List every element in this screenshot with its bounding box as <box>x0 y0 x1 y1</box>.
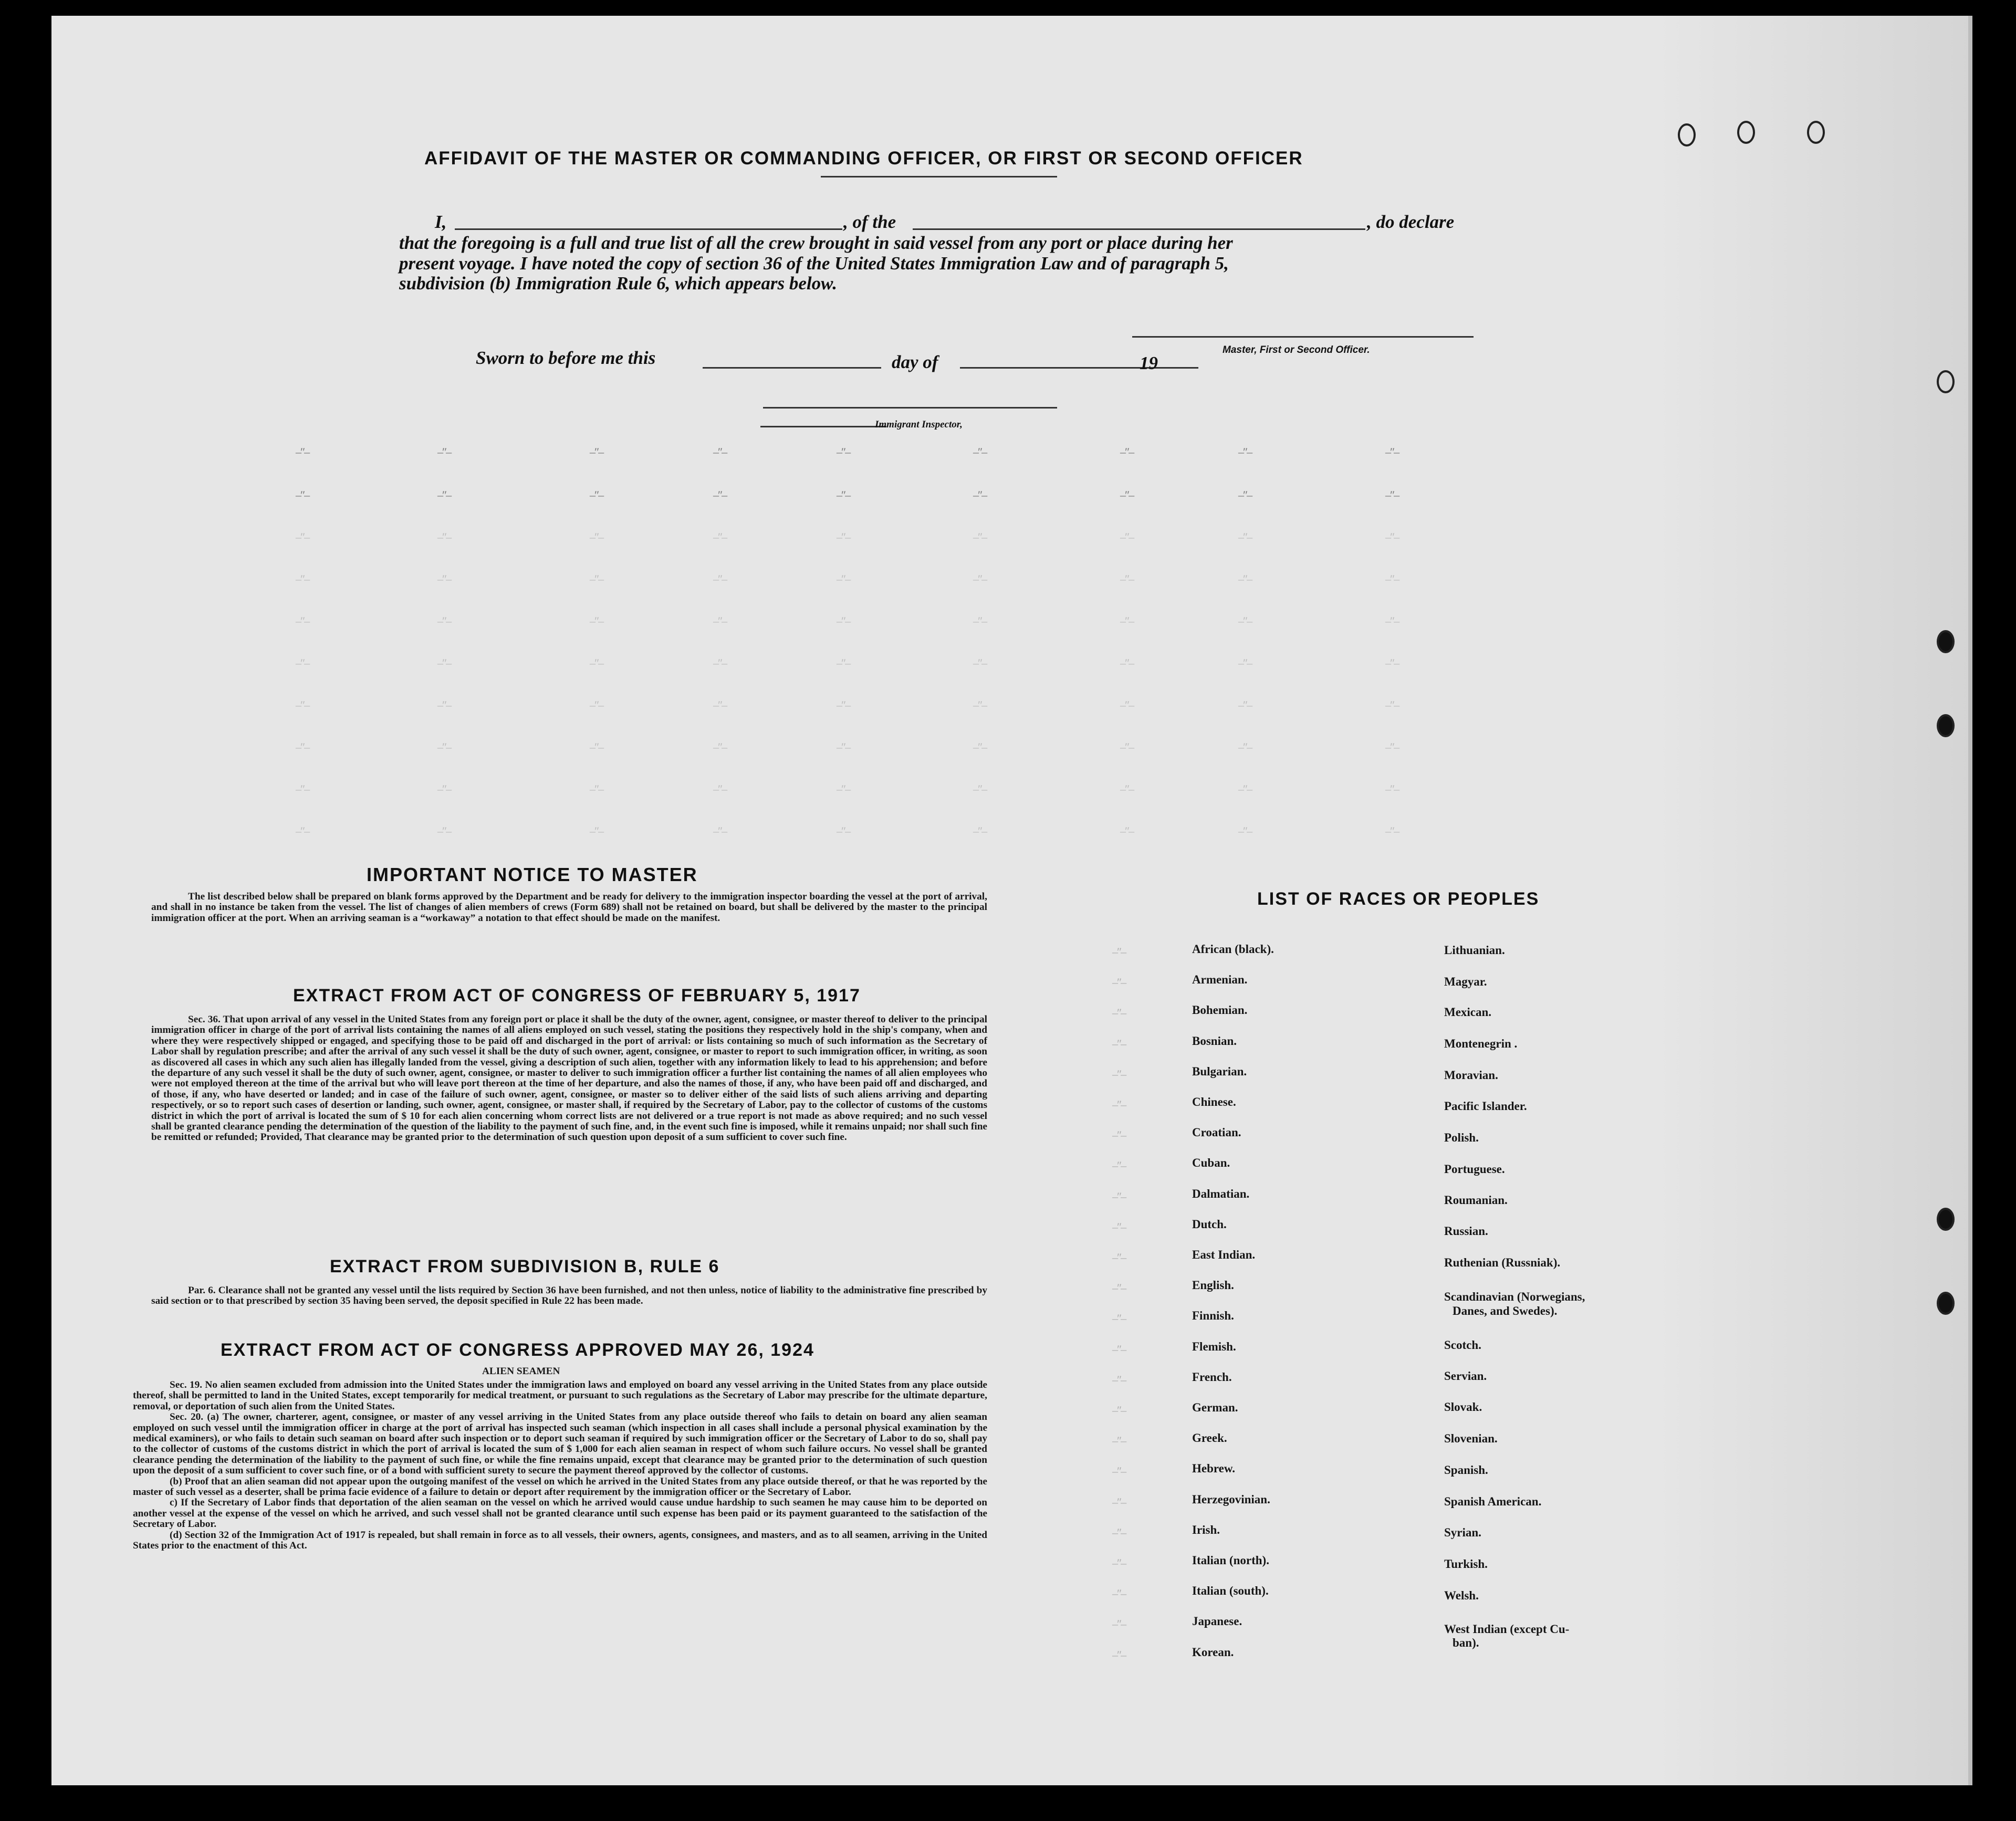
race-item: Korean. <box>1192 1645 1234 1659</box>
race-item: Syrian. <box>1444 1526 1481 1539</box>
ditto-mark: –″– <box>590 740 603 753</box>
race-item: African (black). <box>1192 943 1274 956</box>
ditto-mark: –″– <box>837 572 850 585</box>
ditto-mark: –″– <box>1112 1373 1126 1386</box>
ditto-mark: –″– <box>973 740 987 753</box>
ditto-mark: –″– <box>1385 488 1399 501</box>
ditto-mark: –″– <box>296 824 309 838</box>
race-item: Montenegrin . <box>1444 1037 1518 1050</box>
ditto-mark: –″– <box>1385 698 1399 711</box>
extract-1924-body <box>133 1380 987 1552</box>
race-item: Portuguese. <box>1444 1163 1505 1176</box>
ditto-mark: –″– <box>713 656 727 669</box>
sworn-label: Sworn to before me this <box>476 348 656 368</box>
ditto-mark: –″– <box>1238 488 1252 501</box>
ditto-mark: –″– <box>1238 782 1252 796</box>
ditto-mark: –″– <box>1238 824 1252 838</box>
ditto-mark: –″– <box>296 572 309 585</box>
ditto-mark: –″– <box>713 698 727 711</box>
race-item: Slovenian. <box>1444 1432 1498 1445</box>
ditto-mark: –″– <box>1120 530 1134 543</box>
ditto-mark: –″– <box>1112 1464 1126 1478</box>
ditto-mark: –″– <box>973 572 987 585</box>
ditto-mark: –″– <box>437 488 451 501</box>
race-item: Mexican. <box>1444 1006 1492 1019</box>
race-item: Ruthenian (Russniak). <box>1444 1256 1561 1269</box>
ditto-mark: –″– <box>590 614 603 627</box>
race-item: Bosnian. <box>1192 1034 1237 1048</box>
ditto-mark: –″– <box>1385 530 1399 543</box>
race-item: Greek. <box>1192 1431 1227 1445</box>
ditto-mark: –″– <box>590 698 603 711</box>
ditto-mark: –″– <box>1385 572 1399 585</box>
notice-title: IMPORTANT NOTICE TO MASTER <box>367 864 698 885</box>
affidavit-line-3: subdivision (b) Immigration Rule 6, which appears below. <box>399 273 837 294</box>
ditto-mark: –″– <box>1112 1006 1126 1020</box>
punch-hole <box>1937 1292 1955 1315</box>
ditto-mark: –″– <box>837 614 850 627</box>
punch-hole <box>1937 1208 1955 1231</box>
ditto-mark: –″– <box>1385 445 1399 458</box>
ditto-mark: –″– <box>837 782 850 796</box>
ditto-mark: –″– <box>837 824 850 838</box>
race-item: Magyar. <box>1444 975 1487 988</box>
ditto-mark: –″– <box>590 782 603 796</box>
year-line <box>1165 367 1198 369</box>
race-item: East Indian. <box>1192 1248 1256 1261</box>
ditto-mark: –″– <box>837 530 850 543</box>
race-item: Scotch. <box>1444 1338 1481 1352</box>
ditto-mark: –″– <box>713 488 727 501</box>
ditto-mark: –″– <box>1120 488 1134 501</box>
affidavit-do-declare: , do declare <box>1367 212 1455 232</box>
ditto-mark: –″– <box>1112 1189 1126 1203</box>
ditto-mark: –″– <box>590 488 603 501</box>
sec20a-paragraph: Sec. 20. (a) The owner, charterer, agent, consignee, or master of any vessel arriving in the United States from any place outside thereof who fails to detain on board any alien seaman employed on such vessel until the immigration officer in charge at the port of arrival has inspected such seaman (which inspection in all cases shall include a personal physical examination by the medical examiners), or who fails to detain such seaman on board after such inspection or to deport such seaman if required by such immigration officer or the Secretary of Labor to do so, shall pay to the collector of customs of the customs district in which the port of arrival is located the sum of $ 1,000 for each alien seaman in respect of whom such failure occurs. No vessel shall be granted clearance pending the determination of the liability to the payment of such fine, or while the fine remains unpaid, except that clearance may be granted prior to the determination of such question upon the deposit of a sum sufficient to cover such fine, or of a bond with sufficient surety to secure the payment thereof approved by the collector of customs. <box>133 1411 987 1477</box>
ditto-mark: –″– <box>296 656 309 669</box>
race-item: Herzegovinian. <box>1192 1492 1270 1506</box>
day-of-label: day of <box>892 352 938 372</box>
race-item: Italian (north). <box>1192 1554 1269 1567</box>
year-label: 19 <box>1140 353 1158 373</box>
ditto-mark: –″– <box>1238 614 1252 627</box>
ditto-mark: –″– <box>1238 445 1252 458</box>
ditto-mark: –″– <box>1120 824 1134 838</box>
ditto-mark: –″– <box>296 488 309 501</box>
race-item: Chinese. <box>1192 1095 1236 1108</box>
ditto-mark: –″– <box>1112 1434 1126 1448</box>
punch-hole <box>1937 714 1955 737</box>
race-item: Danes, and Swedes). <box>1453 1304 1558 1317</box>
race-item: Welsh. <box>1444 1589 1479 1602</box>
ditto-mark: –″– <box>437 740 451 753</box>
signature-line <box>1132 336 1474 338</box>
ditto-mark: –″– <box>1112 976 1126 989</box>
ditto-mark: –″– <box>437 698 451 711</box>
ditto-mark: –″– <box>1112 1098 1126 1111</box>
ditto-mark: –″– <box>437 445 451 458</box>
sec20b-paragraph: (b) Proof that an alien seaman did not appear upon the outgoing manifest of the vessel on which he arrived in the United States from any place outside thereof, or that he was reported by the master of such vessel as a deserter, shall be prima facie evidence of a failure to detain or deport after requirement by the immigration officer or the Secretary of Labor. <box>133 1475 987 1498</box>
ditto-mark: –″– <box>973 530 987 543</box>
inspector-caption: Immigrant Inspector, <box>875 419 963 430</box>
ditto-mark: –″– <box>1385 614 1399 627</box>
ditto-mark: –″– <box>1238 530 1252 543</box>
ditto-mark: –″– <box>713 614 727 627</box>
race-item: Japanese. <box>1192 1615 1242 1628</box>
signature-caption: Master, First or Second Officer. <box>1223 344 1370 355</box>
sec20c-paragraph: c) If the Secretary of Labor finds that deportation of the alien seaman on the vessel on which he arrived would cause undue hardship to such seamen he may cause him to be deported on another vessel at the expense of the vessel on which he arrived, and such vessel shall not be granted clearance until such expense has been paid or its payment guaranteed to the satisfaction of the Secretary of Labor. <box>133 1497 987 1530</box>
race-item: English. <box>1192 1279 1234 1292</box>
notice-body <box>151 892 987 924</box>
ditto-mark: –″– <box>437 572 451 585</box>
race-item: Finnish. <box>1192 1309 1234 1323</box>
ditto-mark: –″– <box>973 824 987 838</box>
race-item: Irish. <box>1192 1523 1220 1536</box>
ditto-mark: –″– <box>296 698 309 711</box>
sworn-day-line <box>703 367 881 369</box>
punch-hole <box>1937 630 1955 653</box>
race-item: Scandinavian (Norwegians, <box>1444 1290 1585 1303</box>
affidavit-i-label: I, <box>435 212 447 232</box>
ditto-mark: –″– <box>1120 656 1134 669</box>
ditto-mark: –″– <box>590 656 603 669</box>
punch-hole <box>1807 121 1825 144</box>
inspector-line <box>760 426 886 427</box>
ditto-mark: –″– <box>296 445 309 458</box>
ditto-mark: –″– <box>837 488 850 501</box>
ditto-mark: –″– <box>1238 740 1252 753</box>
ditto-mark: –″– <box>713 572 727 585</box>
ditto-mark: –″– <box>296 614 309 627</box>
inspector-line-top <box>763 407 1057 409</box>
ditto-mark: –″– <box>1112 1159 1126 1173</box>
race-item: Polish. <box>1444 1131 1479 1144</box>
ditto-mark: –″– <box>713 824 727 838</box>
ditto-mark: –″– <box>590 824 603 838</box>
race-item: Armenian. <box>1192 973 1248 987</box>
race-item: ban). <box>1453 1636 1479 1649</box>
ditto-mark: –″– <box>1112 1495 1126 1509</box>
ditto-mark: –″– <box>1112 1037 1126 1050</box>
race-item: Slovak. <box>1444 1400 1482 1414</box>
ditto-mark: –″– <box>713 445 727 458</box>
sec19-paragraph: Sec. 19. No alien seamen excluded from admission into the United States under the immigration laws and employed on board any vessel arriving in the United States from any place outside thereof, shall be permitted to land in the United States, except temporarily for medical treatment, or pursuant to such regulations as the Secretary of Labor may prescribe for the ultimate departure, removal, or deportation of such alien from the United States. <box>133 1379 987 1412</box>
extract-1917-paragraph: Sec. 36. That upon arrival of any vessel in the United States from any foreign port or place it shall be the duty of the owner, agent, consignee, or master thereof to deliver to the principal immigration officer in charge of the port of arrival lists containing the names of all aliens employed on such vessel, stating the positions they respectively hold in the ship's company, when and where they were respectively shipped or engaged, and specifying those to be paid off and discharged in the port of arrival: or lists containing so much of such information as the Secretary of Labor shall by regulation prescribe; and after the arrival of any such vessel it shall be the duty of such owner, agent, consignee, or master to report to such immigration officer, in writing, as soon as discovered all cases in which any such alien has illegally landed from the vessel, giving a description of such alien, together with any information likely to lead to his apprehension; and before the departure of any such vessel it shall be the duty of such owner, agent, consignee, or master to deliver to such immigration officer a further list containing the names of all alien employees who were not employed thereon at the time of the arrival but who will leave port thereon at the time of her departure, and also the names of those, if any, who have been paid off and discharged, and of those, if any, who have deserted or landed; and in case of the failure of such owner, agent, consignee, or master so to deliver either of the said lists of such aliens arriving and departing respectively, or so to report such cases of desertion or landing, such owner, agent, consignee, or master shall, if required by the Secretary of Labor, pay to the collector of customs of the customs district in which the port of arrival is located the sum of $ 10 for each alien concerning whom correct lists are not delivered or a true report is not made as above required; and no such vessel shall be granted clearance pending the determination of the question of the liability to the payment of such fine, and, in the event such fine is imposed, while it remains unpaid; nor shall such fine be remitted or refunded; Provided, That clearance may be granted prior to the determination of such question upon deposit of a sum sufficient to cover such fine. <box>151 1014 987 1143</box>
race-item: Bohemian. <box>1192 1003 1248 1017</box>
ditto-mark: –″– <box>837 445 850 458</box>
ditto-mark: –″– <box>837 656 850 669</box>
races-title: LIST OF RACES OR PEOPLES <box>1257 889 1540 909</box>
ditto-mark: –″– <box>1385 656 1399 669</box>
bleed-through-shading <box>1653 16 1968 1785</box>
title-underline <box>821 176 1057 177</box>
ditto-mark: –″– <box>1112 1617 1126 1631</box>
race-item: Spanish American. <box>1444 1495 1542 1508</box>
extract-1924-subtitle: ALIEN SEAMEN <box>482 1366 560 1377</box>
race-item: Turkish. <box>1444 1557 1488 1571</box>
race-item: Spanish. <box>1444 1463 1488 1477</box>
ditto-mark: –″– <box>1238 698 1252 711</box>
race-item: German. <box>1192 1401 1238 1414</box>
ditto-mark: –″– <box>1112 1587 1126 1600</box>
manifest-page <box>51 16 1972 1785</box>
ditto-mark: –″– <box>1112 1220 1126 1233</box>
ditto-mark: –″– <box>1112 945 1126 958</box>
vessel-line <box>913 228 1365 230</box>
ditto-mark: –″– <box>1112 1067 1126 1081</box>
name-line <box>455 228 842 230</box>
race-item: Russian. <box>1444 1225 1488 1238</box>
race-item: Lithuanian. <box>1444 944 1505 957</box>
notice-paragraph: The list described below shall be prepared on blank forms approved by the Department and be ready for delivery to the immigration inspector boarding the vessel at the port of arrival, and shall in no instance be taken from the vessel. The list of changes of alien members of crews (Form 689) shall not be retained on board, but shall be delivered by the master to the principal immigration officer at the port. When an arriving seaman is a “workaway” a notation to that effect should be made on the manifest. <box>151 891 987 924</box>
ditto-mark: –″– <box>973 445 987 458</box>
ditto-mark: –″– <box>437 530 451 543</box>
race-item: Roumanian. <box>1444 1194 1508 1207</box>
race-item: Dalmatian. <box>1192 1187 1250 1200</box>
extract-1924-title: EXTRACT FROM ACT OF CONGRESS APPROVED MAY 26, 1924 <box>221 1340 814 1360</box>
race-item: Cuban. <box>1192 1156 1230 1170</box>
ditto-mark: –″– <box>296 740 309 753</box>
ditto-mark: –″– <box>1385 740 1399 753</box>
extract-1917-title: EXTRACT FROM ACT OF CONGRESS OF FEBRUARY 5, 1917 <box>293 986 861 1006</box>
ditto-mark: –″– <box>437 824 451 838</box>
sec20d-paragraph: (d) Section 32 of the Immigration Act of 1917 is repealed, but shall remain in force as to all vessels, their owners, agents, consignees, and masters, and as to all seamen, arriving in the United States prior to the enactment of this Act. <box>133 1529 987 1552</box>
ditto-mark: –″– <box>1120 572 1134 585</box>
ditto-mark: –″– <box>296 530 309 543</box>
affidavit-title: AFFIDAVIT OF THE MASTER OR COMMANDING OFFICER, OR FIRST OR SECOND OFFICER <box>424 148 1303 169</box>
ditto-mark: –″– <box>973 614 987 627</box>
ditto-mark: –″– <box>1120 698 1134 711</box>
race-item: West Indian (except Cu- <box>1444 1623 1570 1636</box>
ditto-mark: –″– <box>1238 656 1252 669</box>
ditto-mark: –″– <box>837 740 850 753</box>
race-item: Bulgarian. <box>1192 1064 1247 1078</box>
ditto-mark: –″– <box>1120 445 1134 458</box>
ditto-mark: –″– <box>590 572 603 585</box>
ditto-mark: –″– <box>437 656 451 669</box>
race-item: Flemish. <box>1192 1339 1236 1353</box>
punch-hole <box>1937 370 1955 393</box>
race-item: Moravian. <box>1444 1069 1498 1082</box>
affidavit-of-the: , of the <box>843 212 896 232</box>
affidavit-line-1: that the foregoing is a full and true list of all the crew brought in said vessel from any port or place during her <box>399 233 1233 253</box>
affidavit-line-2: present voyage. I have noted the copy of section 36 of the United States Immigration Law and of paragraph 5, <box>399 253 1229 274</box>
ditto-mark: –″– <box>296 782 309 796</box>
race-item: Hebrew. <box>1192 1462 1235 1475</box>
ditto-mark: –″– <box>1112 1342 1126 1356</box>
ditto-mark: –″– <box>1112 1648 1126 1661</box>
ditto-mark: –″– <box>1112 1525 1126 1539</box>
race-item: French. <box>1192 1370 1232 1384</box>
ditto-mark: –″– <box>973 656 987 669</box>
ditto-mark: –″– <box>713 740 727 753</box>
ditto-mark: –″– <box>1112 1128 1126 1142</box>
ditto-mark: –″– <box>713 782 727 796</box>
ditto-mark: –″– <box>590 445 603 458</box>
ditto-mark: –″– <box>973 782 987 796</box>
race-item: Italian (south). <box>1192 1584 1269 1598</box>
race-item: Croatian. <box>1192 1126 1241 1139</box>
ditto-mark: –″– <box>837 698 850 711</box>
ditto-mark: –″– <box>590 530 603 543</box>
ditto-mark: –″– <box>437 614 451 627</box>
race-item: Servian. <box>1444 1369 1487 1383</box>
ditto-mark: –″– <box>973 698 987 711</box>
ditto-mark: –″– <box>1120 614 1134 627</box>
race-item: Dutch. <box>1192 1217 1227 1231</box>
ditto-mark: –″– <box>1238 572 1252 585</box>
ditto-mark: –″– <box>1112 1556 1126 1569</box>
ditto-mark: –″– <box>1112 1251 1126 1264</box>
ditto-mark: –″– <box>1120 782 1134 796</box>
race-item: Pacific Islander. <box>1444 1100 1527 1113</box>
ditto-mark: –″– <box>1112 1312 1126 1325</box>
rule6-body <box>151 1285 987 1307</box>
ditto-mark: –″– <box>1112 1404 1126 1417</box>
ditto-mark: –″– <box>1385 782 1399 796</box>
punch-hole <box>1737 121 1755 144</box>
extract-1917-body <box>151 1014 987 1143</box>
ditto-mark: –″– <box>713 530 727 543</box>
ditto-mark: –″– <box>437 782 451 796</box>
ditto-mark: –″– <box>1385 824 1399 838</box>
rule6-title: EXTRACT FROM SUBDIVISION B, RULE 6 <box>330 1257 720 1276</box>
ditto-mark: –″– <box>1120 740 1134 753</box>
ditto-mark: –″– <box>973 488 987 501</box>
rule6-paragraph: Par. 6. Clearance shall not be granted any vessel until the lists required by Section 36 have been furnished, and not then unless, notice of liability to the administrative fine prescribed by said section or to that prescribed by section 35 having been served, the deposit specified in Rule 22 has been made. <box>151 1285 987 1307</box>
punch-hole <box>1678 123 1696 146</box>
ditto-mark: –″– <box>1112 1281 1126 1295</box>
